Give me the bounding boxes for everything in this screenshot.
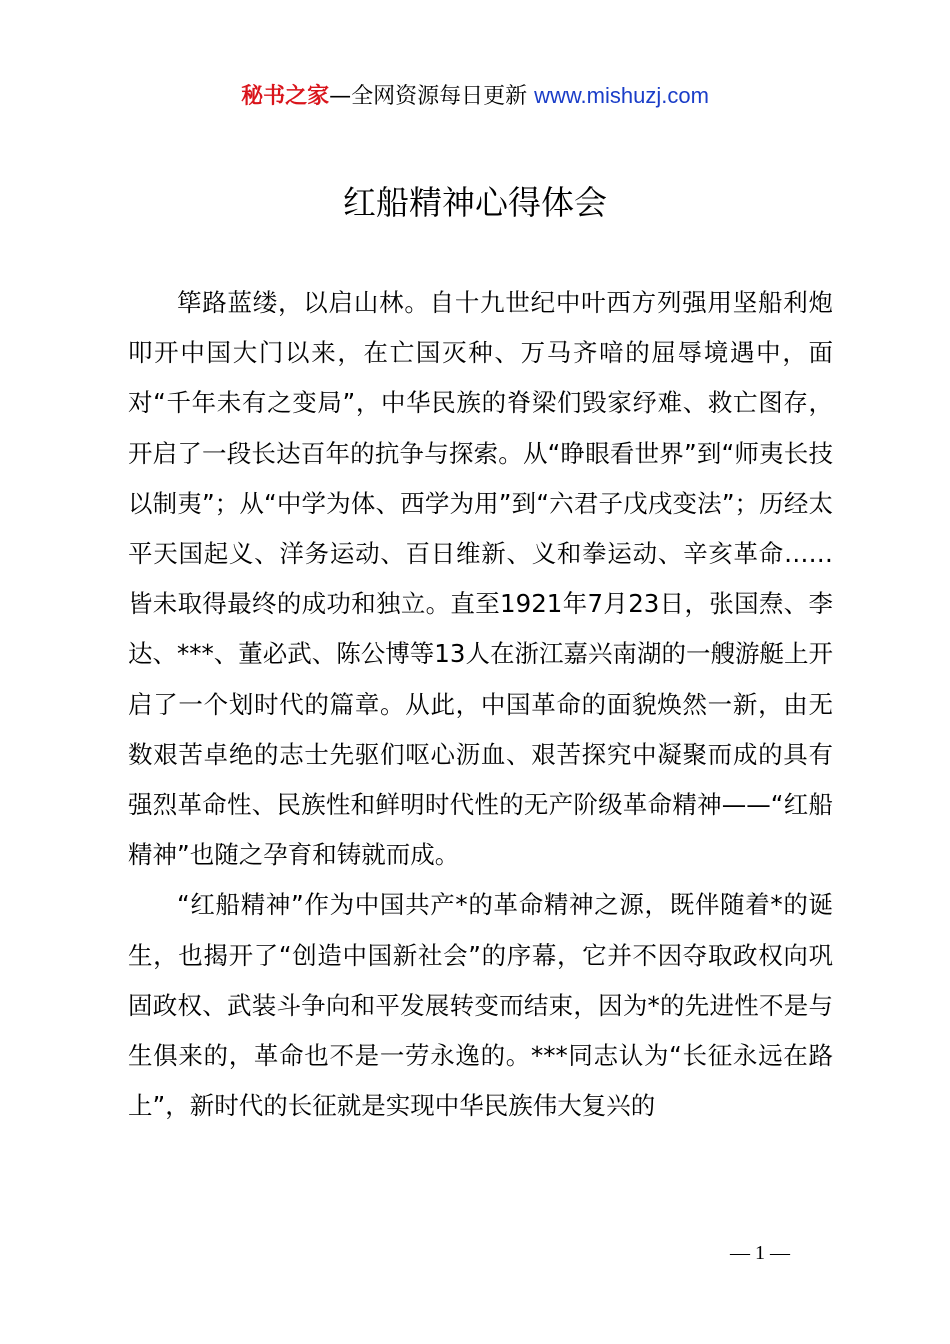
site-tagline: —全网资源每日更新 xyxy=(329,84,535,109)
document-title: 红船精神心得体会 xyxy=(343,183,607,222)
site-brand: 秘书之家 xyxy=(241,84,330,109)
document-body xyxy=(128,278,833,1131)
page-number: — 1 — xyxy=(730,1242,790,1264)
site-url-link[interactable]: www.mishuzj.com xyxy=(534,83,709,108)
paragraph-2: “红船精神”作为中国共产*的革命精神之源，既伴随着*的诞生，也揭开了“创造中国新社会”的序幕，它并不因夺取政权向巩固政权、武装斗争向和平发展转变而结束，因为*的先进性不是与生俱来的，革命也不是一劳永逸的。***同志认为“长征永远在路上”，新时代的长征就是实现中华民族伟大复兴的 xyxy=(128,890,833,1121)
paragraph-1: 筚路蓝缕，以启山林。自十九世纪中叶西方列强用坚船利炮叩开中国大门以来，在亡国灭种、万马齐喑的屈辱境遇中，面对“千年未有之变局”，中华民族的脊梁们毁家纾难、救亡图存，开启了一段长达百年的抗争与探索。从“睁眼看世界”到“师夷长技以制夷”；从“中学为体、西学为用”到“六君子戊戌变法”；历经太平天国起义、洋务运动、百日维新、义和拳运动、辛亥革命……皆未取得最终的成功和独立。直至1921年7月23日，张国焘、李达、***、董必武、陈公博等13人在浙江嘉兴南湖的一艘游艇上开启了一个划时代的篇章。从此，中国革命的面貌焕然一新，由无数艰苦卓绝的志士先驱们呕心沥血、艰苦探究中凝聚而成的具有强烈革命性、民族性和鲜明时代性的无产阶级革命精神——“红船精神”也随之孕育和铸就而成。 xyxy=(128,288,833,870)
site-header xyxy=(0,80,950,113)
